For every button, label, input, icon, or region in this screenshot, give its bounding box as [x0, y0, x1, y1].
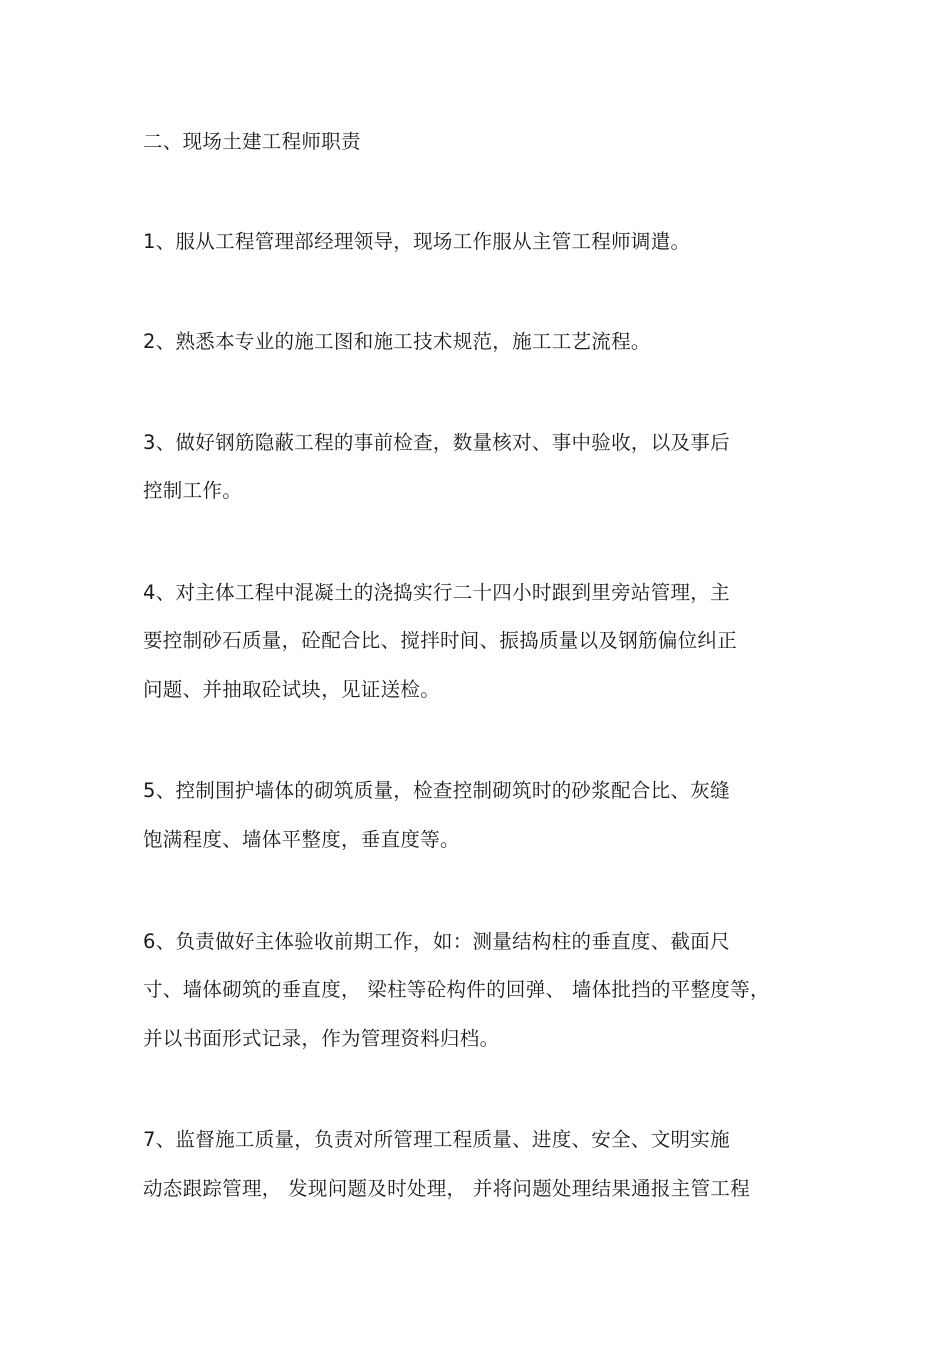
item-4-line-3: 问题、并抽取砼试块，见证送检。 [143, 678, 441, 701]
item-4-line-1: 4、对主体工程中混凝土的浇捣实行二十四小时跟到里旁站管理，主 [143, 581, 730, 604]
item-2-line-1: 2、熟悉本专业的施工图和施工技术规范，施工工艺流程。 [143, 330, 651, 353]
item-6-line-2: 寸、墙体砌筑的垂直度， 梁柱等砼构件的回弹、 墙体批挡的平整度等， [143, 978, 770, 1001]
item-5-line-2: 饱满程度、墙体平整度，垂直度等。 [143, 828, 460, 851]
item-3-line-1: 3、做好钢筋隐蔽工程的事前检查，数量核对、事中验收，以及事后 [143, 431, 730, 454]
item-7-line-2: 动态跟踪管理， 发现问题及时处理， 并将问题处理结果通报主管工程 [143, 1177, 750, 1200]
item-1-line-1: 1、服从工程管理部经理领导，现场工作服从主管工程师调遣。 [143, 230, 691, 253]
item-6-line-3: 并以书面形式记录，作为管理资料归档。 [143, 1027, 500, 1050]
item-7-line-1: 7、监督施工质量，负责对所管理工程质量、进度、安全、文明实施 [143, 1128, 730, 1151]
item-5-line-1: 5、控制围护墙体的砌筑质量，检查控制砌筑时的砂浆配合比、灰缝 [143, 779, 730, 802]
item-4-line-2: 要控制砂石质量，砼配合比、搅拌时间、振捣质量以及钢筋偏位纠正 [143, 629, 738, 652]
item-6-line-1: 6、负责做好主体验收前期工作，如：测量结构柱的垂直度、截面尺 [143, 930, 730, 953]
section-heading: 二、现场土建工程师职责 [143, 130, 361, 153]
item-3-line-2: 控制工作。 [143, 479, 243, 502]
